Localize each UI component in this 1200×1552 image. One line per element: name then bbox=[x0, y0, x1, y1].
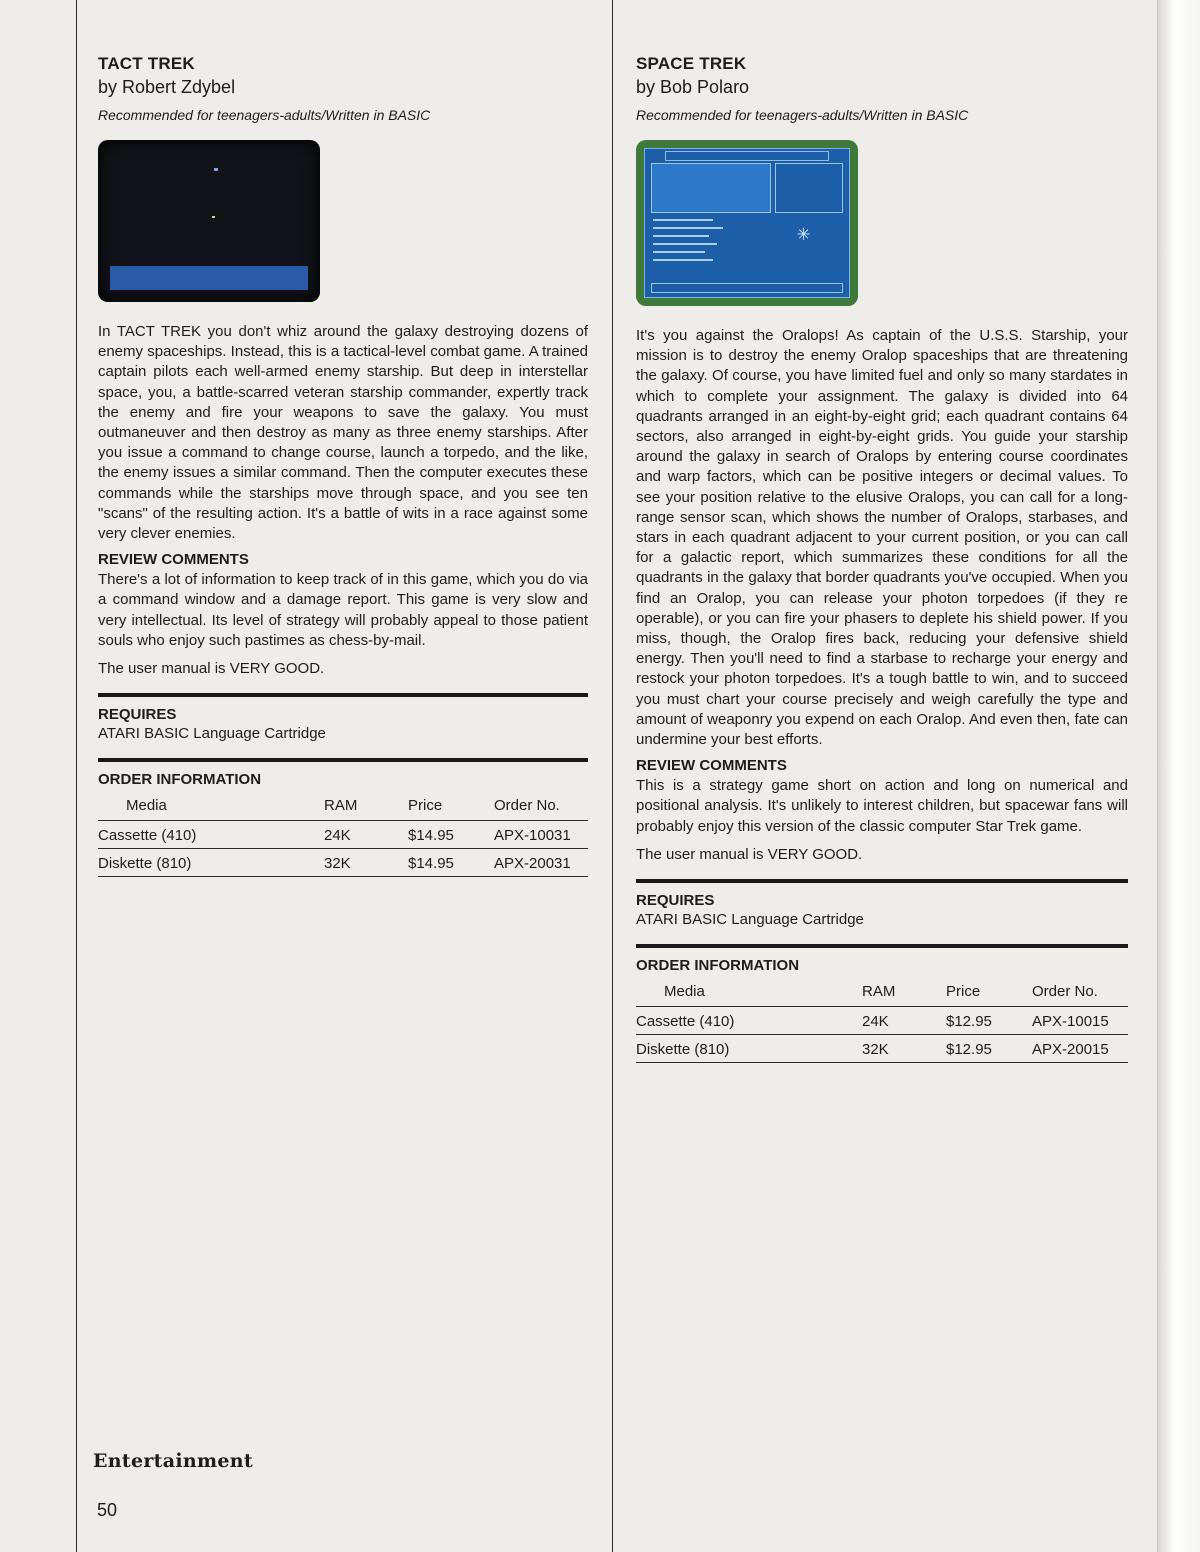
left-margin-rule bbox=[76, 0, 77, 1552]
table-cell: 24K bbox=[324, 821, 408, 849]
program-author: by Robert Zdybel bbox=[98, 77, 236, 97]
game-title-bar bbox=[665, 151, 829, 161]
program-recommendation: Recommended for teenagers-adults/Written in BASIC bbox=[98, 107, 431, 123]
section-footer-title: Entertainment bbox=[93, 1450, 253, 1472]
space-trek-column bbox=[636, 54, 1128, 1063]
requires-text: ATARI BASIC Language Cartridge bbox=[98, 725, 326, 743]
table-cell: $12.95 bbox=[946, 1006, 1032, 1034]
review-text: There's a lot of information to keep track of in this game, which you do via a command window and a damage report. This game is very slow and very intellectual. Its level of strategy will probably appeal to those patient souls who enjoy such pastimes as chess-by-mail. bbox=[98, 571, 588, 649]
table-cell: APX-10015 bbox=[1032, 1006, 1128, 1034]
section-rule bbox=[636, 879, 1128, 883]
order-heading: ORDER INFORMATION bbox=[98, 771, 262, 789]
column-header: Media bbox=[98, 793, 324, 821]
manual-rating: The user manual is VERY GOOD. bbox=[98, 660, 325, 678]
review-heading: REVIEW COMMENTS bbox=[636, 757, 787, 775]
page-number: 50 bbox=[97, 1500, 118, 1520]
column-header: Price bbox=[946, 979, 1032, 1007]
player-ship-marker bbox=[212, 216, 215, 218]
requires-text: ATARI BASIC Language Cartridge bbox=[636, 910, 864, 928]
report-line bbox=[653, 219, 713, 221]
table-row bbox=[636, 1034, 1128, 1062]
command-window bbox=[110, 266, 308, 290]
table-cell: $12.95 bbox=[946, 1034, 1032, 1062]
report-line bbox=[653, 227, 723, 229]
manual-rating: The user manual is VERY GOOD. bbox=[636, 845, 863, 863]
order-header-row bbox=[98, 793, 588, 821]
section-rule bbox=[98, 693, 588, 697]
table-cell: $14.95 bbox=[408, 849, 494, 877]
table-cell: 24K bbox=[862, 1006, 946, 1034]
column-header: RAM bbox=[324, 793, 408, 821]
column-header: Order No. bbox=[1032, 979, 1128, 1007]
section-rule bbox=[98, 758, 588, 762]
game-display bbox=[644, 148, 850, 298]
table-cell: 32K bbox=[862, 1034, 946, 1062]
order-heading: ORDER INFORMATION bbox=[636, 956, 800, 974]
report-line bbox=[653, 259, 713, 261]
program-recommendation: Recommended for teenagers-adults/Written in BASIC bbox=[636, 107, 969, 123]
column-header: Price bbox=[408, 793, 494, 821]
status-panel bbox=[775, 163, 843, 213]
order-table bbox=[636, 979, 1128, 1063]
program-title: SPACE TREK bbox=[636, 54, 747, 73]
starbase-icon: ✳ bbox=[797, 221, 811, 246]
section-rule bbox=[636, 944, 1128, 948]
column-divider bbox=[612, 0, 613, 1552]
program-description: It's you against the Oralops! As captain of the U.S.S. Starship, your mission is to destroy the enemy Oralop spaceships that are threatening the galaxy. Of course, you have limited fuel and only so many stardates in which to complete your assignment. The galaxy is divided into 64 quadrants arranged in an eight-by-eight grid; each quadrant contains 64 sectors, also arranged in eight-by-eight grids. You guide your starship around the galaxy in search of Oralops by entering course coordinates and warp factors, which can be positive integers or decimal values. To see your position relative to the elusive Oralops, you can call for a long-range sensor scan, which shows the number of Oralops, starbases, and stars in each quadrant adjacent to your current position, or you can call for a galactic report, which summarizes these conditions for all the quadrants in the galaxy that border quadrants you've occupied. When you find an Oralop, you can release your photon torpedoes (if they re operable), or you can fire your phasers to deplete his shield power. If you miss, though, the Oralop fires back, reducing your defensive shield energy. Then you'll need to find a starbase to recharge your energy and restock your photon torpedoes. It's a tough battle to win, and to succeed you must chart your course precisely and weigh carefully the type and amount of weaponry you expend on each Oralop. And even then, fate can undermine your best efforts. bbox=[636, 327, 1128, 749]
review-heading: REVIEW COMMENTS bbox=[98, 551, 249, 569]
order-table bbox=[98, 793, 588, 877]
program-title: TACT TREK bbox=[98, 54, 195, 73]
table-cell: APX-20031 bbox=[494, 849, 588, 877]
program-author: by Bob Polaro bbox=[636, 77, 750, 97]
command-prompt-box bbox=[651, 283, 843, 293]
table-cell: Diskette (810) bbox=[98, 849, 324, 877]
column-header: RAM bbox=[862, 979, 946, 1007]
requires-heading: REQUIRES bbox=[636, 891, 715, 909]
report-line bbox=[653, 251, 705, 253]
table-row bbox=[98, 849, 588, 877]
tact-trek-screenshot bbox=[98, 140, 320, 302]
table-cell: APX-20015 bbox=[1032, 1034, 1128, 1062]
review-text: This is a strategy game short on action and long on numerical and positional analysis. It's unlikely to interest children, but spacewar fans will probably enjoy this version of the classic computer Star Trek game. bbox=[636, 777, 1128, 835]
sector-grid bbox=[651, 163, 771, 213]
column-header: Media bbox=[636, 979, 862, 1007]
table-cell: Cassette (410) bbox=[636, 1006, 862, 1034]
table-cell: $14.95 bbox=[408, 821, 494, 849]
column-header: Order No. bbox=[494, 793, 588, 821]
program-description: In TACT TREK you don't whiz around the galaxy destroying dozens of enemy spaceships. Instead, this is a tactical-level combat game. A trained captain pilots each well-armed enemy starship. But deep in interstellar space, you, a battle-scarred veteran starship commander, expertly track the enemy and fire your weapons to save the galaxy. You must outmaneuver and then destroy as many as three enemy starships. After you issue a command to change course, launch a torpedo, and the like, the enemy issues a similar command. Then the computer executes these commands while the starships move through space, and you see ten "scans" of the resulting action. It's a battle of wits in a race against some very clever enemies. bbox=[98, 323, 588, 543]
tact-trek-column bbox=[98, 54, 588, 877]
table-row bbox=[636, 1006, 1128, 1034]
report-line bbox=[653, 243, 717, 245]
table-row bbox=[98, 821, 588, 849]
table-cell: Cassette (410) bbox=[98, 821, 324, 849]
table-cell: APX-10031 bbox=[494, 821, 588, 849]
enemy-ship-marker bbox=[214, 168, 218, 171]
table-cell: 32K bbox=[324, 849, 408, 877]
report-line bbox=[653, 235, 709, 237]
space-trek-screenshot bbox=[636, 140, 858, 306]
page-edge bbox=[1157, 0, 1200, 1552]
requires-heading: REQUIRES bbox=[98, 706, 177, 724]
table-cell: Diskette (810) bbox=[636, 1034, 862, 1062]
order-header-row bbox=[636, 979, 1128, 1007]
